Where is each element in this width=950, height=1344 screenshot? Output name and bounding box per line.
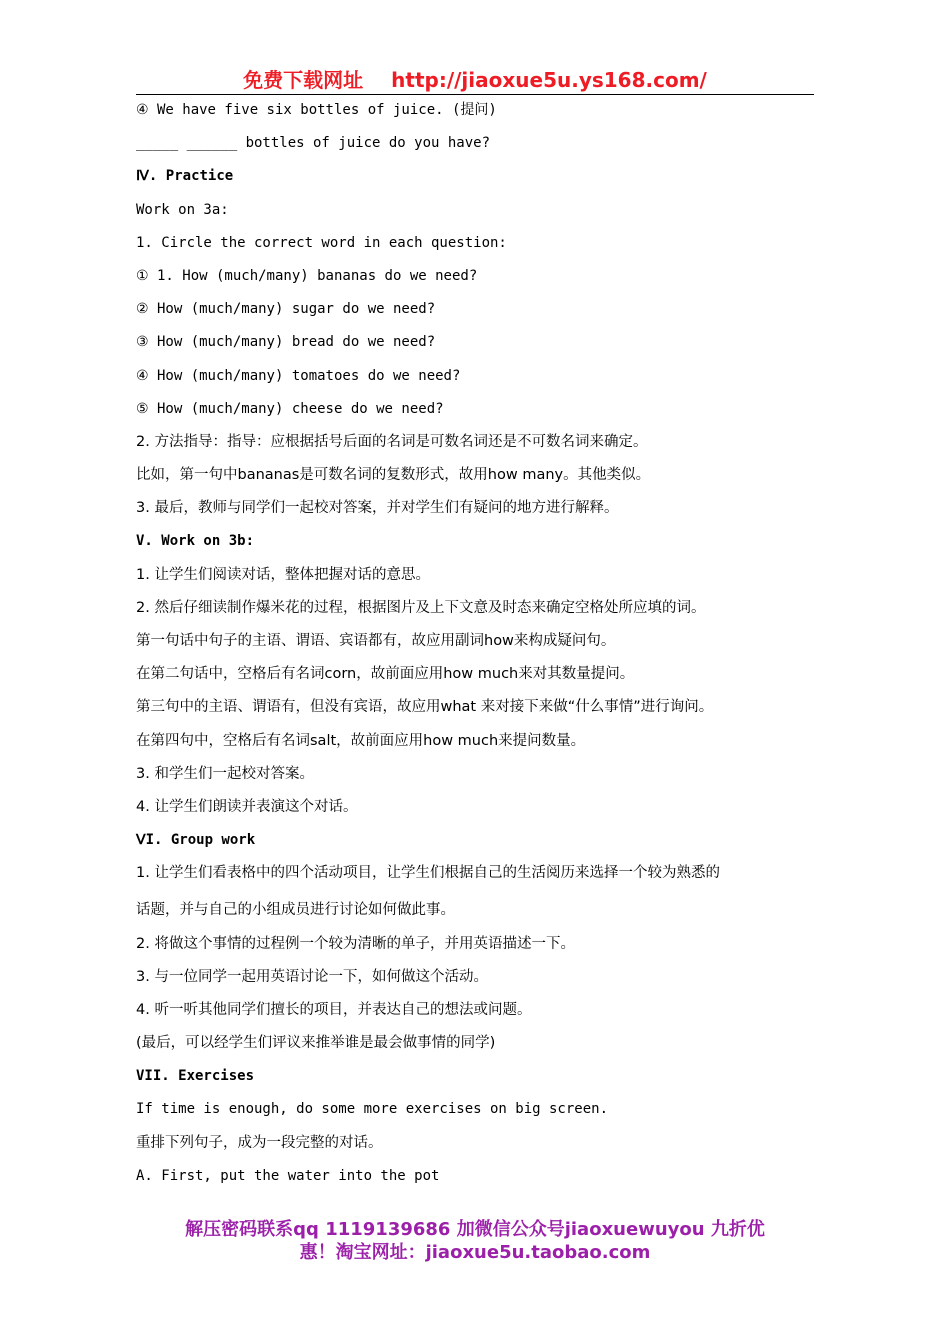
header-url[interactable]: http://jiaoxue5u.ys168.com/	[391, 68, 707, 92]
text-line: 3. 与一位同学一起用英语讨论一下，如何做这个活动。	[136, 968, 488, 985]
text-line: 2. 将做这个事情的过程例一个较为清晰的单子，并用英语描述一下。	[136, 935, 575, 952]
text-line: 1. Circle the correct word in each question:	[136, 234, 507, 251]
text-line: Work on 3a:	[136, 201, 229, 218]
text-line: 4. 听一听其他同学们擅长的项目，并表达自己的想法或问题。	[136, 1001, 532, 1018]
section-heading: VII. Exercises	[136, 1068, 255, 1085]
text-line: 1. 让学生们看表格中的四个活动项目，让学生们根据自己的生活阅历来选择一个较为熟悉的	[136, 865, 720, 882]
text-line: 4. 让学生们朗读并表演这个对话。	[136, 798, 358, 815]
text-line: 重排下列句子，成为一段完整的对话。	[136, 1134, 383, 1151]
text-line: ② How (much/many) sugar do we need?	[136, 301, 436, 318]
section-heading: Ⅳ. Practice	[136, 168, 234, 185]
text-line: (最后，可以经学生们评议来推举谁是最会做事情的同学)	[136, 1035, 496, 1052]
text-line: ③ How (much/many) bread do we need?	[136, 334, 436, 351]
text-line: 在第二句话中，空格后有名词corn，故前面应用how much来对其数量提问。	[136, 666, 635, 683]
text-line: ⑤ How (much/many) cheese do we need?	[136, 400, 444, 417]
text-line: 第三句中的主语、谓语有，但没有宾语，故应用what 来对接下来做“什么事情”进行询问。	[136, 699, 714, 716]
text-line: 3. 最后，教师与同学们一起校对答案，并对学生们有疑问的地方进行解释。	[136, 500, 619, 517]
section-heading: ⅤI. Group work	[136, 832, 256, 849]
page-footer	[100, 1218, 850, 1264]
text-line: 第一句话中句子的主语、谓语、宾语都有，故应用副词how来构成疑问句。	[136, 633, 616, 649]
document-body	[136, 100, 826, 1199]
text-line: 1. 让学生们阅读对话，整体把握对话的意思。	[136, 566, 430, 583]
text-line: _____ ______ bottles of juice do you have?	[136, 135, 491, 152]
text-line: ① 1. How (much/many) bananas do we need?	[136, 267, 478, 284]
text-line: A. First, put the water into the pot	[136, 1167, 440, 1184]
text-line: If time is enough, do some more exercises on big screen.	[136, 1101, 609, 1118]
text-line: ④ How (much/many) tomatoes do we need?	[136, 367, 461, 384]
text-line: 3. 和学生们一起校对答案。	[136, 765, 314, 782]
text-line: 比如，第一句中bananas是可数名词的复数形式，故用how many。其他类似。	[136, 467, 651, 484]
header-site-label: 免费下载网址	[243, 68, 364, 92]
text-line: 在第四句中，空格后有名词salt，故前面应用how much来提问数量。	[136, 732, 586, 749]
text-line: 2. 方法指导：指导：应根据括号后面的名词是可数名词还是不可数名词来确定。	[136, 433, 648, 450]
section-heading: V. Work on 3b:	[136, 533, 255, 550]
text-line: 话题，并与自己的小组成员进行讨论如何做此事。	[136, 902, 455, 919]
footer-line-2: 惠！淘宝网址：jiaoxue5u.taobao.com	[299, 1242, 651, 1263]
page-header	[136, 66, 814, 95]
text-line: ④ We have five six bottles of juice. (提问)	[136, 102, 497, 118]
footer-line-1: 解压密码联系qq 1119139686 加微信公众号jiaoxuewuyou 九折优	[185, 1219, 765, 1240]
text-line: 2. 然后仔细读制作爆米花的过程，根据图片及上下文意及时态来确定空格处所应填的词。	[136, 599, 706, 616]
